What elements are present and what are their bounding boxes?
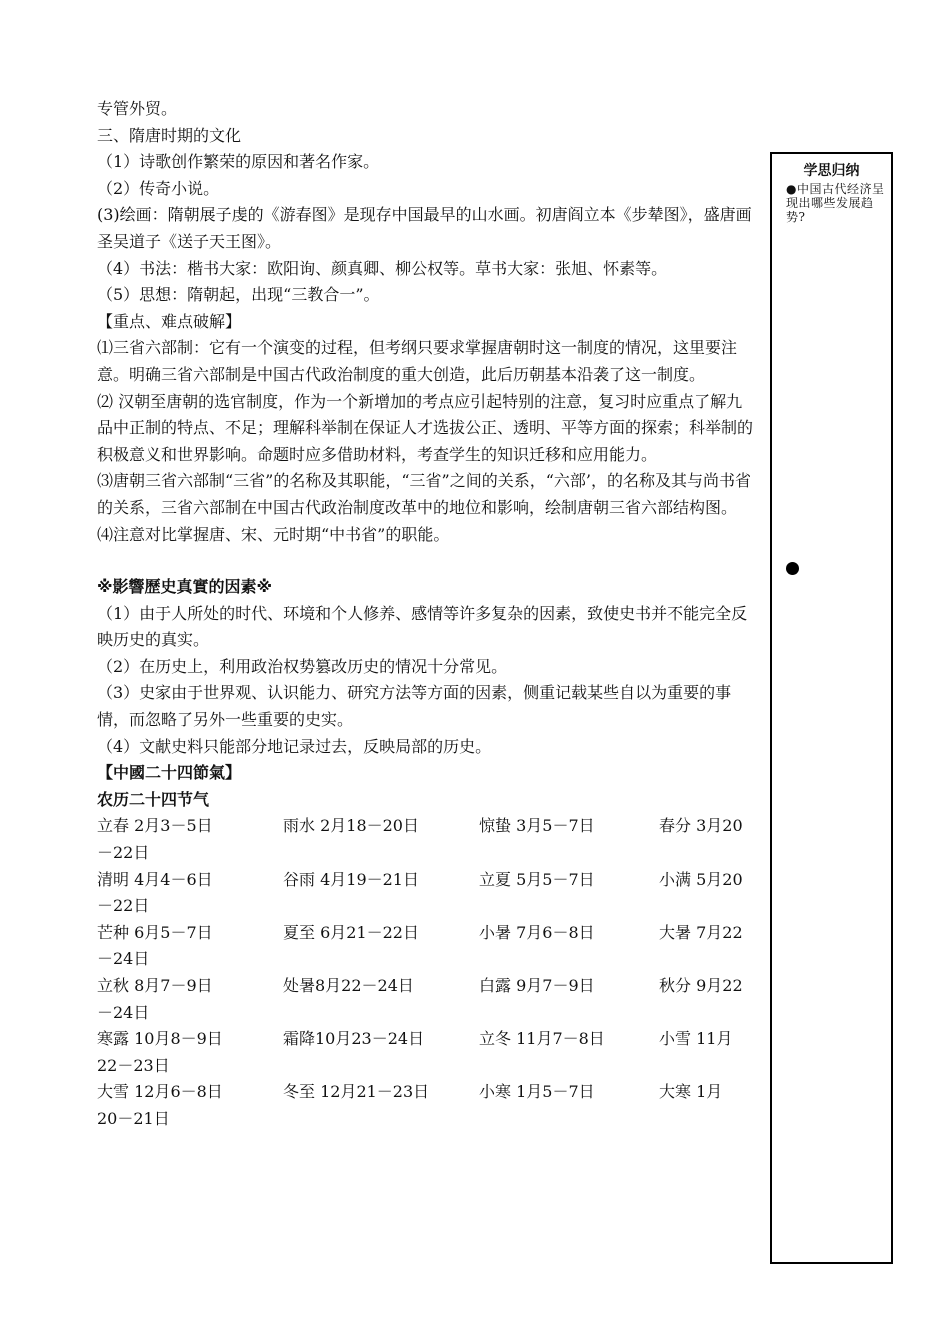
solar-term-row xyxy=(97,920,757,947)
solar-term: 立秋 8月7－9日 xyxy=(97,976,213,995)
solar-term: 秋分 9月22 xyxy=(659,976,743,995)
paragraph: （1）诗歌创作繁荣的原因和著名作家。 xyxy=(97,152,380,172)
paragraph: ⑷注意对比掌握唐、宋、元时期“中书省”的职能。 xyxy=(97,524,450,544)
solar-term: 春分 3月20 xyxy=(659,816,743,836)
solar-term: 小暑 7月6－8日 xyxy=(479,922,595,942)
subheading: 农历二十四节气 xyxy=(97,789,210,809)
solar-term-row xyxy=(97,813,757,840)
paragraph: （5）思想：隋朝起，出现“三教合一”。 xyxy=(97,285,380,305)
paragraph: ⑴三省六部制：它有一个演变的过程，但考纲只要求掌握唐朝时这一制度的情况，这里要注意。明确三省六部制是中国古代政治制度的重大创造，此后历朝基本沿袭了这一制度。 xyxy=(97,338,738,384)
paragraph: （4）书法：楷书大家：欧阳询、颜真卿、柳公权等。草书大家：张旭、怀素等。 xyxy=(97,258,668,278)
blank-line xyxy=(97,548,757,574)
solar-term-row xyxy=(97,867,757,894)
section-heading: ※影響歷史真實的因素※ xyxy=(97,577,273,597)
solar-term: 清明 4月4－6日 xyxy=(97,869,213,889)
solar-term: 立冬 11月7－8日 xyxy=(479,1029,605,1049)
solar-term-row xyxy=(97,1079,757,1106)
section-heading: 【中國二十四節氣】 xyxy=(97,763,242,783)
solar-term-continuation: －22日 xyxy=(97,843,150,863)
main-content xyxy=(97,96,757,1133)
bullet-icon xyxy=(786,562,799,575)
paragraph: （2）在历史上，利用政治权势篡改历史的情况十分常见。 xyxy=(97,656,508,676)
solar-term: 寒露 10月8－9日 xyxy=(97,1029,223,1049)
paragraph: （1）由于人所处的时代、环境和个人修养、感情等许多复杂的因素，致使史书并不能完全反映历史的真实。 xyxy=(97,603,748,650)
reflection-sidebar xyxy=(770,152,893,1264)
solar-term: 立夏 5月5－7日 xyxy=(479,869,595,889)
paragraph: ⑵ 汉朝至唐朝的选官制度，作为一个新增加的考点应引起特别的注意，复习时应重点了解九品中正制的特点、不足；理解科举制在保证人才选拔公正、透明、平等方面的探索；科举制的积极意义和世界影响。命题时应多借助材料，考查学生的知识迁移和应用能力。 xyxy=(97,391,754,464)
solar-term: 立春 2月3－5日 xyxy=(97,816,213,836)
sidebar-title: 学思归纳 xyxy=(803,163,860,179)
solar-term: 处暑8月22－24日 xyxy=(283,976,414,995)
paragraph: 专管外贸。 xyxy=(97,99,178,118)
solar-term: 夏至 6月21－22日 xyxy=(283,922,419,942)
solar-term-continuation: －24日 xyxy=(97,1002,150,1022)
solar-term-continuation: 20－21日 xyxy=(97,1108,170,1128)
solar-term-continuation: －22日 xyxy=(97,896,150,916)
solar-term-row xyxy=(97,973,757,1000)
paragraph: （3）史家由于世界观、认识能力、研究方法等方面的因素，侧重记载某些自以为重要的事情，而忽略了另外一些重要的史实。 xyxy=(97,683,732,730)
solar-term: 霜降10月23－24日 xyxy=(283,1029,425,1049)
solar-term: 雨水 2月18－20日 xyxy=(283,816,419,836)
solar-term: 惊蛰 3月5－7日 xyxy=(479,816,595,836)
solar-term: 谷雨 4月19－21日 xyxy=(283,869,419,889)
solar-term: 小寒 1月5－7日 xyxy=(479,1082,595,1102)
solar-term: 小雪 11月 xyxy=(659,1029,733,1049)
paragraph: （4）文献史料只能部分地记录过去，反映局部的历史。 xyxy=(97,736,492,756)
section-heading: 【重点、难点破解】 xyxy=(97,311,242,331)
solar-term-continuation: －24日 xyxy=(97,949,150,969)
solar-term-row xyxy=(97,1026,757,1053)
solar-term: 冬至 12月21－23日 xyxy=(283,1082,430,1102)
solar-term-continuation: 22－23日 xyxy=(97,1055,170,1075)
solar-terms-list xyxy=(97,813,757,1132)
sidebar-prompt: ●中国古代经济呈现出哪些发展趋势? xyxy=(786,182,885,224)
solar-term: 小满 5月20 xyxy=(659,869,743,889)
paragraph: （2）传奇小说。 xyxy=(97,178,220,198)
solar-term: 大雪 12月6－8日 xyxy=(97,1082,223,1102)
solar-term: 白露 9月7－9日 xyxy=(479,976,595,995)
section-title: 三、隋唐时期的文化 xyxy=(97,125,242,145)
solar-term: 芒种 6月5－7日 xyxy=(97,922,213,942)
solar-term: 大寒 1月 xyxy=(659,1082,723,1102)
paragraph: (3)绘画：隋朝展子虔的《游春图》是现存中国最早的山水画。初唐阎立本《步辇图》，盛唐画圣吴道子《送子天王图》。 xyxy=(97,205,752,251)
solar-term: 大暑 7月22 xyxy=(659,922,743,942)
paragraph: ⑶唐朝三省六部制“三省”的名称及其职能，“三省”之间的关系，“六部’，的名称及其与尚书省的关系，三省六部制在中国古代政治制度改革中的地位和影响，绘制唐朝三省六部结构图。 xyxy=(97,471,751,517)
